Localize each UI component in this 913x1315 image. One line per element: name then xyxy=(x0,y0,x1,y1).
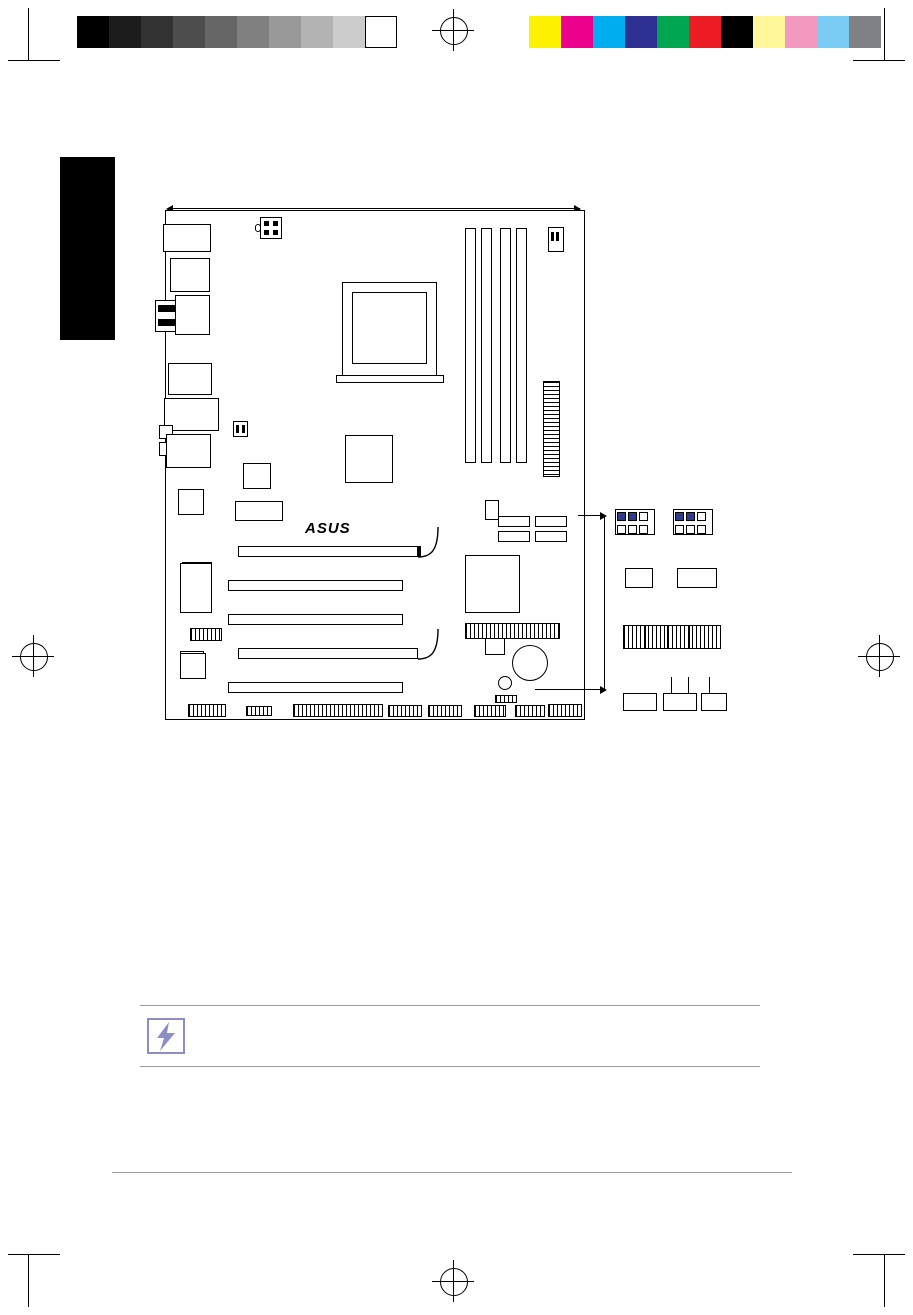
registration-target-right xyxy=(866,643,894,671)
legend-block-b xyxy=(677,568,717,588)
atx-power-connector-24pin xyxy=(543,381,560,477)
jumper-cap-open xyxy=(686,525,695,534)
atx12v-tab xyxy=(255,224,261,232)
pci-slot-2 xyxy=(228,614,403,625)
bottom-header-4 xyxy=(388,705,422,717)
pci-slot-1 xyxy=(228,580,403,591)
rear-io-port-block-3 xyxy=(168,363,212,395)
chapter-side-tab xyxy=(60,157,115,340)
registration-target-top xyxy=(440,17,468,45)
jumper-cap xyxy=(686,512,695,521)
dimension-line-top xyxy=(172,208,580,209)
fan-pin xyxy=(551,232,554,241)
gray-swatch xyxy=(109,16,141,48)
gray-swatch xyxy=(301,16,333,48)
front-panel-audio-header xyxy=(188,704,226,717)
gray-swatch xyxy=(205,16,237,48)
crop-mark-top-left-h xyxy=(8,60,60,61)
color-swatch xyxy=(593,16,625,48)
fan-pin xyxy=(556,232,559,241)
legend-bottom-lead xyxy=(688,677,689,693)
crop-mark-top-right-v xyxy=(884,8,885,60)
registration-cross-left-v xyxy=(33,635,34,677)
atx12v-pin xyxy=(264,221,269,226)
jumper-cap-open xyxy=(639,525,648,534)
legend-parts xyxy=(605,500,785,730)
footer-rule xyxy=(112,1172,792,1173)
bottom-header-6 xyxy=(474,705,506,717)
crop-mark-bottom-left-h xyxy=(8,1254,60,1255)
bottom-header-7 xyxy=(515,705,545,717)
audio-block-left xyxy=(180,563,212,613)
fan-header-pin xyxy=(236,425,239,433)
dimm-slot-b2 xyxy=(516,228,527,463)
legend-bottom-block-c xyxy=(701,693,727,711)
jumper-cap-open xyxy=(697,512,706,521)
pci-slot-3 xyxy=(228,682,403,693)
legend-bottom-block-a xyxy=(623,693,657,711)
legend-pin-divider xyxy=(689,625,690,649)
legend-bottom-lead xyxy=(709,677,710,693)
warning-note-block xyxy=(140,1005,760,1067)
front-panel-system-header xyxy=(548,704,582,717)
warning-bolt-icon-svg xyxy=(144,1015,188,1057)
legend-block-a xyxy=(625,568,653,588)
color-swatch xyxy=(625,16,657,48)
legend-bottom-block-b xyxy=(663,693,697,711)
northbridge-chip xyxy=(345,435,393,483)
gray-swatch xyxy=(365,16,397,48)
jumper-cap-open xyxy=(639,512,648,521)
rear-io-port-block-4 xyxy=(166,434,211,468)
dimm-slot-a1 xyxy=(465,228,476,463)
pcie-x1-slot-hook xyxy=(416,627,442,661)
jumper-cap-open xyxy=(697,525,706,534)
crop-mark-top-right-h xyxy=(853,60,905,61)
rear-io-port-block-1 xyxy=(170,258,210,292)
bios-chip xyxy=(235,501,283,521)
registration-target-left xyxy=(20,643,48,671)
color-swatch xyxy=(529,16,561,48)
sata-connector-2 xyxy=(498,531,530,542)
cpu-socket-inner xyxy=(352,292,427,364)
jumper-cap xyxy=(628,512,637,521)
atx12v-pin xyxy=(273,221,278,226)
warning-bolt-icon xyxy=(140,1015,192,1057)
sata-connector-4 xyxy=(535,531,567,542)
rear-io-ps2-block xyxy=(163,224,211,252)
jumper-diagram-right xyxy=(673,509,713,535)
color-calibration-bar xyxy=(529,16,881,48)
note-rule-bottom xyxy=(140,1066,760,1067)
color-swatch xyxy=(785,16,817,48)
legend-pin-header-row xyxy=(623,625,721,649)
ide-connector xyxy=(465,623,560,639)
jumper-cap-open xyxy=(628,525,637,534)
crop-mark-bottom-right-v xyxy=(884,1255,885,1307)
color-swatch xyxy=(753,16,785,48)
cpu-fan-header xyxy=(485,500,499,520)
gray-swatch xyxy=(77,16,109,48)
jumper-cap-open xyxy=(617,525,626,534)
jumper-cap xyxy=(617,512,626,521)
jumper-cap-open xyxy=(675,525,684,534)
atx12v-pin xyxy=(264,230,269,235)
cmos-clear-jumper xyxy=(498,676,512,690)
color-swatch xyxy=(721,16,753,48)
jumper-diagram-left xyxy=(615,509,655,535)
pci-bridge-chip xyxy=(180,653,206,679)
audio-codec-chip xyxy=(178,489,204,515)
registration-cross-bottom-v xyxy=(453,1260,454,1302)
dimm-slot-b1 xyxy=(500,228,511,463)
atx12v-pin xyxy=(273,230,278,235)
grayscale-calibration-bar xyxy=(77,16,397,48)
southbridge-chip xyxy=(465,555,520,613)
pcie-x16-slot-hook xyxy=(416,525,442,559)
legend-pin-divider xyxy=(645,625,646,649)
small-header-near-battery xyxy=(495,695,517,703)
spdif-header xyxy=(190,628,222,641)
sata-connector-1 xyxy=(498,516,530,527)
registration-target-bottom xyxy=(440,1268,468,1296)
note-body xyxy=(140,1006,760,1066)
gray-swatch xyxy=(237,16,269,48)
crop-mark-top-left-v xyxy=(28,8,29,60)
fan-header-pin xyxy=(242,425,245,433)
gray-swatch xyxy=(333,16,365,48)
pcie-x16-slot xyxy=(238,546,418,557)
rear-io-port-block-2 xyxy=(175,295,210,335)
color-swatch xyxy=(561,16,593,48)
bottom-header-2 xyxy=(246,706,272,716)
gray-swatch xyxy=(173,16,205,48)
registration-cross-right-v xyxy=(879,635,880,677)
sata-connector-3 xyxy=(535,516,567,527)
registration-cross-top-v xyxy=(453,9,454,51)
gray-swatch xyxy=(269,16,301,48)
color-swatch xyxy=(689,16,721,48)
legend-pin-divider xyxy=(667,625,668,649)
crop-mark-bottom-right-h xyxy=(853,1254,905,1255)
color-swatch xyxy=(849,16,881,48)
color-swatch xyxy=(657,16,689,48)
bottom-header-usb-bank xyxy=(293,704,383,717)
callout-leader-horizontal-2 xyxy=(535,689,605,690)
asus-logo: ASUS xyxy=(305,520,351,537)
cmos-battery xyxy=(512,645,548,681)
cpu-socket-lever xyxy=(336,375,444,383)
dimm-slot-a2 xyxy=(481,228,492,463)
color-swatch xyxy=(817,16,849,48)
pcie-x1-slot xyxy=(238,648,418,659)
super-io-chip xyxy=(243,463,271,489)
legend-bottom-lead xyxy=(671,677,672,693)
crop-mark-bottom-left-v xyxy=(28,1255,29,1307)
bottom-header-5 xyxy=(428,705,462,717)
gray-swatch xyxy=(141,16,173,48)
jumper-cap xyxy=(675,512,684,521)
